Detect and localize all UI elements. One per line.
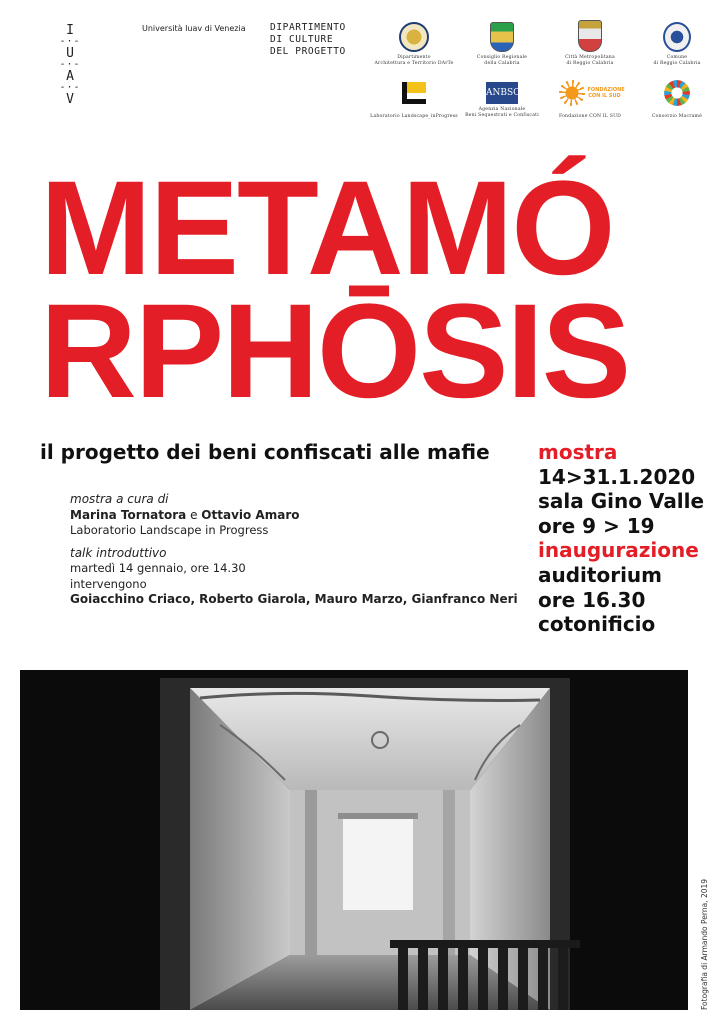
title-line-2: RPHŌSIS xyxy=(40,277,630,426)
department-line: DIPARTIMENTO xyxy=(270,22,346,33)
partner-anbsc xyxy=(452,82,552,119)
curator-name: Ottavio Amaro xyxy=(201,507,300,522)
speakers-list: Goiacchino Criaco, Roberto Giarola, Mauro Marzo, Gianfranco Neri xyxy=(70,592,518,606)
talk-date: martedì 14 gennaio, ore 14.30 xyxy=(70,561,246,575)
event-hours: ore 9 > 19 xyxy=(538,513,655,538)
curator-name: Marina Tornatora xyxy=(70,507,187,522)
iuav-letter: V xyxy=(66,92,74,107)
city-crest-icon xyxy=(578,20,602,52)
partner-fondazione-con-il-sud xyxy=(540,80,640,120)
partner-caption: della Calabria xyxy=(484,61,520,66)
partner-macrame xyxy=(627,80,724,120)
lip-logo-icon xyxy=(402,82,426,104)
photo-credit: Fotografia di Armando Perna, 2019 xyxy=(700,878,709,1010)
event-info xyxy=(538,440,704,637)
event-dates: 14>31.1.2020 xyxy=(538,464,696,489)
partner-caption: Consorzio Macramè xyxy=(651,114,703,119)
talk-label: talk introduttivo xyxy=(70,545,167,560)
inauguration-time: ore 16.30 xyxy=(538,587,646,612)
partner-landscape-inprogress xyxy=(364,82,464,120)
inauguration-place: auditorium xyxy=(538,562,663,587)
dash-divider: -·- xyxy=(59,36,81,47)
iuav-letter: I xyxy=(66,23,74,38)
partner-caption: Agenzia Nazionale xyxy=(478,107,526,112)
partner-caption: Dipartimento xyxy=(397,55,431,60)
university-name: Università Iuav di Venezia xyxy=(142,24,246,33)
event-venue: sala Gino Valle xyxy=(538,489,705,514)
dash-divider: -·- xyxy=(59,59,81,70)
partner-citta-metropolitana xyxy=(540,20,640,67)
partner-caption: Architettura e Territorio DArTe xyxy=(374,61,454,66)
photo-abandoned-room xyxy=(20,670,688,1010)
conjunction: e xyxy=(186,507,202,522)
partner-caption: Laboratorio Landscape_inProgress xyxy=(370,114,458,119)
iuav-logo xyxy=(58,24,82,106)
department-line: DI CULTURE xyxy=(270,34,334,45)
room-photo-graphic xyxy=(20,670,688,1010)
seal-icon xyxy=(399,22,429,52)
subtitle: il progetto dei beni confiscati alle mafie xyxy=(40,440,490,464)
partner-comune xyxy=(627,22,724,67)
dash-divider: -·- xyxy=(59,82,81,93)
sun-logo-text: FONDAZIONE CON IL SUD xyxy=(587,87,625,99)
municipal-crest-icon xyxy=(663,22,691,52)
speakers-label: intervengono xyxy=(70,576,147,591)
title-line-1: METAMÓ xyxy=(40,154,614,303)
lab-name: Laboratorio Landscape in Progress xyxy=(70,523,269,537)
iuav-letter: A xyxy=(66,69,74,84)
partner-caption: Consiglio Regionale xyxy=(476,55,528,60)
sun-logo-icon xyxy=(559,80,585,106)
partner-caption: di Reggio Calabria xyxy=(653,61,701,66)
curators xyxy=(70,508,518,524)
partner-caption: Città Metropolitana xyxy=(565,55,615,60)
partner-caption: Comune xyxy=(666,55,688,60)
iuav-letter: U xyxy=(66,46,74,61)
event-location: cotonificio xyxy=(538,612,656,637)
regional-crest-icon xyxy=(490,22,514,52)
credits-block xyxy=(70,492,518,608)
partner-caption: Beni Sequestrati e Confiscati xyxy=(465,113,539,118)
partner-darte xyxy=(364,22,464,67)
event-inauguration-label: inaugurazione xyxy=(538,538,699,563)
partner-consiglio-regionale xyxy=(452,22,552,67)
department-name xyxy=(270,22,346,58)
macrame-logo-icon xyxy=(664,80,690,106)
event-mostra-label: mostra xyxy=(538,440,618,464)
department-line: DEL PROGETTO xyxy=(270,46,346,57)
partner-caption: Fondazione CON IL SUD xyxy=(558,114,622,119)
partner-caption: di Reggio Calabria xyxy=(566,61,614,66)
curated-label: mostra a cura di xyxy=(70,492,169,506)
ansbc-logo-icon: ANBSC xyxy=(486,82,518,104)
